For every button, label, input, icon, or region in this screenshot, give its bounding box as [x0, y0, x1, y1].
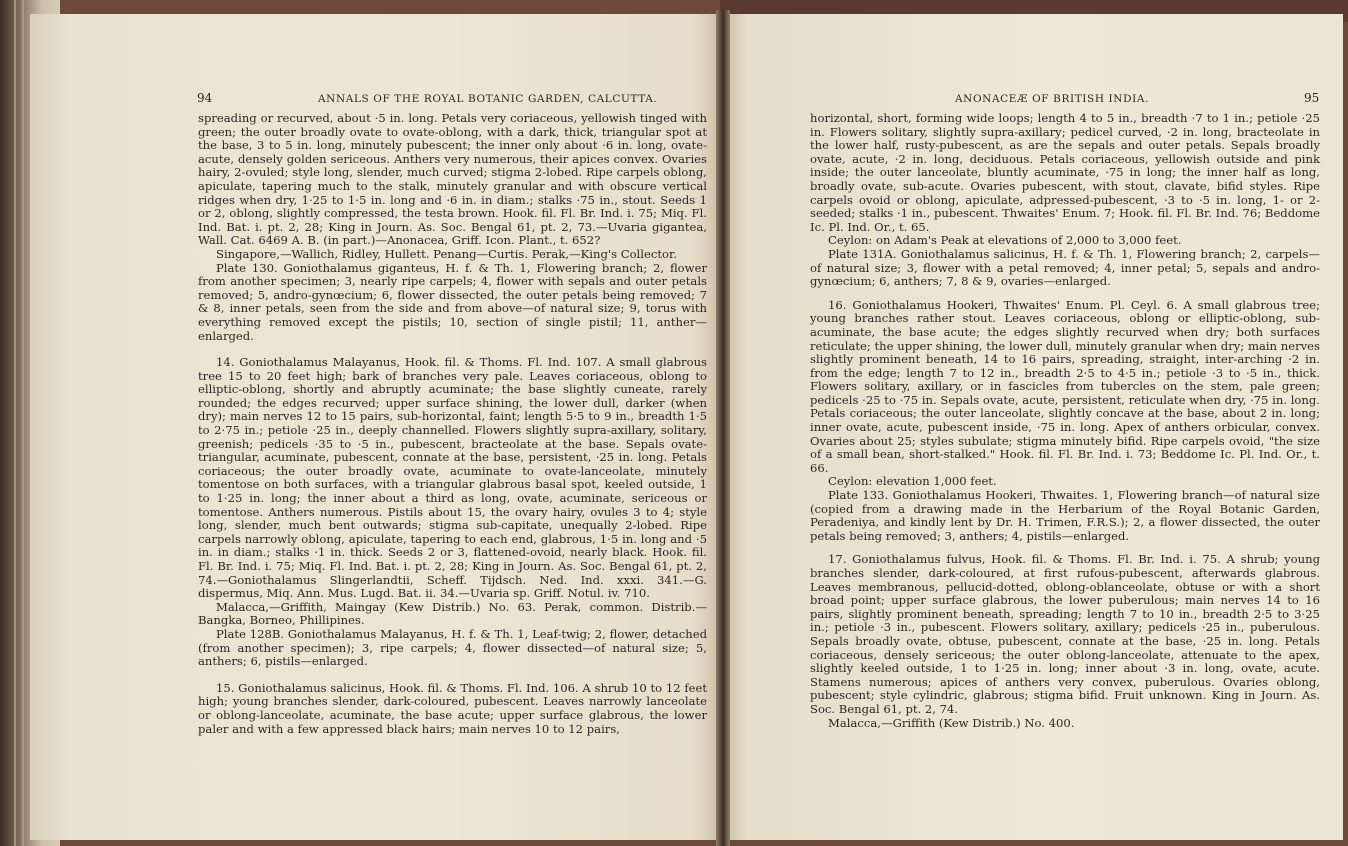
page-edge-line	[14, 0, 16, 846]
left-page-number: 94	[197, 91, 213, 105]
right-page-number: 95	[1304, 91, 1320, 105]
paragraph: Plate 130. Goniothalamus giganteus, H. f. & Th. 1, Flowering branch; 2, flower from another specimen; 3, nearly ripe carpels; 4, flower with sepals and outer petals removed; 5, andro-gynœcium; 6, flower dissected, the outer petals being removed; 7 & 8, inner petals, seen from the side and from above—of natural size; 9, torus with everything removed except the pistils; 10, section of single pistil; 11, anther—enlarged.	[198, 260, 707, 343]
paragraph: Malacca,—Griffith (Kew Distrib.) No. 400.	[828, 715, 1075, 730]
paragraph: Ceylon: elevation 1,000 feet.	[828, 474, 997, 489]
species-entry: 16. Goniothalamus Hookeri, Thwaites' Enum. Pl. Ceyl. 6. A small glabrous tree; young branches rather stout. Leaves coriaceous, oblong or elliptic-oblong, sub-acuminate, the base acute; the edges slightly recurved when dry; both surfaces reticulate; the upper shining, the lower dull, minutely granular when dry; main nerves slightly prominent beneath, 14 to 16 pairs, spreading, straight, inter-arching ·2 in. from the edge; length 7 to 12 in., breadth 2·5 to 4·5 in.; petiole ·3 to ·5 in., thick. Flowers solitary, axillary, or in fascicles from tubercles on the stem, pale green; pedicels ·25 to ·75 in. Sepals ovate, acute, persistent, reticulate when dry, ·75 in. long. Petals coriaceous; the outer lanceolate, slightly concave at the base, about 2 in. long; inner ovate, acute, pubescent inside, ·75 in. long. Apex of anthers orbicular, convex. Ovaries about 25; styles subulate; stigma minutely bifid. Ripe carpels ovoid, "the size of a small bean, short-stalked." Hook. fil. Fl. Br. Ind. i. 73; Beddome Ic. Pl. Ind. Or., t. 66.	[810, 297, 1320, 475]
right-running-head: ANONACEÆ OF BRITISH INDIA.	[955, 93, 1149, 105]
paragraph: Plate 131A. Goniothalamus salicinus, H. f. & Th. 1, Flowering branch; 2, carpels—of natural size; 3, flower with a petal removed; 4, inner petal; 5, sepals and andro-gynœcium; 6, anthers; 7, 8 & 9, ovaries—enlarged.	[810, 246, 1320, 289]
left-text-column	[198, 112, 707, 736]
paragraph: Ceylon: on Adam's Peak at elevations of 2,000 to 3,000 feet.	[828, 233, 1182, 248]
right-text-column	[810, 112, 1320, 730]
paragraph: Plate 133. Goniothalamus Hookeri, Thwaites. 1, Flowering branch—of natural size (copied from a drawing made in the Herbarium of the Royal Botanic Garden, Peradeniya, and kindly lent by Dr. H. Trimen, F.R.S.); 2, a flower dissected, the outer petals being removed; 3, anthers; 4, pistils—enlarged.	[810, 488, 1320, 543]
paragraph: Malacca,—Griffith, Maingay (Kew Distrib.) No. 63. Perak, common. Distrib.—Bangka, Borneo, Phillipines.	[198, 599, 707, 628]
paragraph: spreading or recurved, about ·5 in. long. Petals very coriaceous, yellowish tinged with green; the outer broadly ovate to ovate-oblong, with a dark, thick, triangular spot at the base, 3 to 5 in. long, minutely pubescent; the inner only about ·6 in. long, ovate-acute, densely golden sericeous. Anthers very numerous, their apices convex. Ovaries hairy, 2-ovuled; style long, slender, much curved; stigma 2-lobed. Ripe carpels oblong, apiculate, tapering much to the stalk, minutely granular and with obscure vertical ridges when dry, 1·25 to 1·5 in. long and ·6 in. in diam.; stalks ·75 in., stout. Seeds 1 or 2, oblong, slightly compressed, the testa brown. Hook. fil. Fl. Br. Ind. i. 75; Miq. Fl. Ind. Bat. i. pt. 2, 28; King in Journ. As. Soc. Bengal 61, pt. 2, 73.—Uvaria gigantea, Wall. Cat. 6469 A. B. (in part.)—Anonacea, Griff. Icon. Plant., t. 652?	[198, 111, 707, 248]
paragraph: horizontal, short, forming wide loops; length 4 to 5 in., breadth ·7 to 1 in.; petiole ·25 in. Flowers solitary, slightly supra-axillary; pedicel curved, ·2 in. long, bracteolate in the lower half, rusty-pubescent, as are the sepals and outer petals. Sepals broadly ovate, acute, ·2 in. long, deciduous. Petals coriaceous, yellowish outside and pink inside; the outer lanceolate, bluntly acuminate, ·75 in long; the inner half as long, broadly ovate, sub-acute. Ovaries pubescent, with stout, clavate, bifid styles. Ripe carpels ovoid or oblong, apiculate, adpressed-pubescent, ·3 to ·5 in. long, 1- or 2-seeded; stalks ·1 in., pubescent. Thwaites' Enum. 7; Hook. fil. Fl. Br. Ind. 76; Beddome Ic. Pl. Ind. Or., t. 65.	[810, 111, 1320, 234]
page-edge-line	[22, 0, 24, 846]
paragraph: Singapore,—Wallich, Ridley, Hullett. Penang—Curtis. Perak,—King's Collector.	[216, 246, 677, 261]
species-entry: 15. Goniothalamus salicinus, Hook. fil. & Thoms. Fl. Ind. 106. A shrub 10 to 12 feet high; young branches slender, dark-coloured, pubescent. Leaves narrowly lanceolate or oblong-lanceolate, acuminate, the base acute; upper surface glabrous, the lower paler and with a few appressed black hairs; main nerves 10 to 12 pairs,	[198, 680, 707, 736]
paragraph: Plate 128B. Goniothalamus Malayanus, H. f. & Th. 1, Leaf-twig; 2, flower, detached (from another specimen); 3, ripe carpels; 4, flower dissected—of natural size; 5, anthers; 6, pistils—enlarged.	[198, 626, 707, 669]
species-entry: 14. Goniothalamus Malayanus, Hook. fil. & Thoms. Fl. Ind. 107. A small glabrous tree 15 to 20 feet high; bark of branches very pale. Leaves coriaceous, oblong to elliptic-oblong, shortly and abruptly acuminate; the base slightly cuneate, rarely rounded; the edges recurved; upper surface shining, the lower dull, darker (when dry); main nerves 12 to 15 pairs, sub-horizontal, faint; length 5·5 to 9 in., breadth 1·5 to 2·75 in.; petiole ·25 in., deeply channelled. Flowers slightly supra-axillary, solitary, greenish; pedicels ·35 to ·5 in., pubescent, bracteolate at the base. Sepals ovate-triangular, acuminate, pubescent, connate at the base, persistent, ·25 in. long. Petals coriaceous; the outer broadly ovate, acuminate to ovate-lanceolate, minutely tomentose on both surfaces, with a triangular glabrous basal spot, keeled outside, 1 to 1·25 in. long; the inner about a third as long, ovate, acuminate, sericeous or tomentose. Anthers numerous. Pistils about 15, the ovary hairy, ovules 3 to 4; style long, slender, much bent outwards; stigma sub-capitate, unequally 2-lobed. Ripe carpels narrowly oblong, apiculate, tapering to each end, glabrous, 1·5 in. long and ·5 in. in diam.; stalks ·1 in. thick. Seeds 2 or 3, flattened-ovoid, nearly black. Hook. fil. Fl. Br. Ind. i. 75; Miq. Fl. Ind. Bat. i. pt. 2, 28; King in Journ. As. Soc. Bengal 61, pt. 2, 74.—Goniothalamus Slingerlandtii, Scheff. Tijdsch. Ned. Ind. xxxi. 341.—G. dispermus, Miq. Ann. Mus. Lugd. Bat. ii. 34.—Uvaria sp. Griff. Notul. iv. 710.	[198, 355, 707, 601]
species-entry: 17. Goniothalamus fulvus, Hook. fil. & Thoms. Fl. Br. Ind. i. 75. A shrub; young branches slender, dark-coloured, at first rufous-pubescent, afterwards glabrous. Leaves membranous, pellucid-dotted, oblong-oblanceolate, obtuse or with a short broad point; upper surface glabrous, the lower puberulous; main nerves 14 to 16 pairs, slightly prominent beneath, spreading; length 7 to 10 in., breadth 2·5 to 3·25 in.; petiole ·3 in., pubescent. Flowers solitary, axillary; pedicels ·25 in., puberulous. Sepals broadly ovate, obtuse, pubescent, connate at the base, ·25 in. long. Petals coriaceous, densely sericeous; the outer oblong-lanceolate, attenuate to the apex, slightly keeled outside, 1 to 1·25 in. long; inner about ·3 in. long, ovate, acute. Stamens numerous; apices of anthers very convex, puberulous. Ovaries oblong, pubescent; style cylindric, glabrous; stigma bifid. Fruit unknown. King in Journ. As. Soc. Bengal 61, pt. 2, 74.	[810, 552, 1320, 716]
left-running-head: ANNALS OF THE ROYAL BOTANIC GARDEN, CALCUTTA.	[318, 93, 658, 105]
book-gutter	[716, 10, 730, 846]
